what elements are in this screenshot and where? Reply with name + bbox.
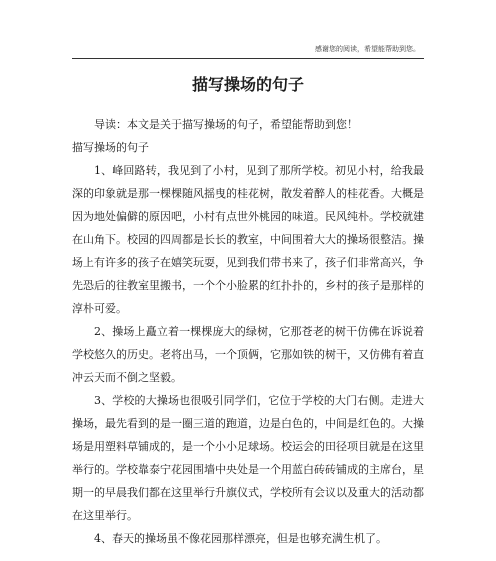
- paragraph-3: 3、学校的大操场也很吸引同学们，它位于学校的大门右侧。走进大操场，最先看到的是一圈三道的跑道，边是白色的，中间是红色的。大操场是用塑料草铺成的，是一个小小足球场。校运会的田径项目就是在这里举行的。学校靠泰宁花园围墙中央处是一个用蓝白砖砖铺成的主席台，星期一的早晨我们都在这里举行升旗仪式，学校所有会议以及重大的活动都在这里举行。: [72, 394, 424, 522]
- paragraph-1: 1、峰回路转，我见到了小村，见到了那所学校。初见小村，给我最深的印象就是那一棵棵随风摇曳的桂花树，散发着醉人的桂花香。大概是因为地处偏僻的原因吧，小村有点世外桃园的味道。民风纯朴。学校就建在山角下。校园的四周都是长长的教室，中间围着大大的操场很整洁。操场上有许多的孩子在嬉笑玩耍，见到我们带书来了，孩子们非常高兴，争先恐后的往教室里搬书，一个个小脸累的红扑扑的，乡村的孩子是那样的淳朴可爱。: [72, 164, 424, 315]
- paragraph-4: 4、春天的操场虽不像花园那样漂亮，但是也够充满生机了。: [94, 532, 387, 545]
- intro-paragraph: 导读：本文是关于描写操场的句子，希望能帮助到您！: [94, 118, 358, 131]
- paragraph-2: 2、操场上矗立着一棵棵庞大的绿树，它那苍老的树干仿佛在诉说着学校悠久的历史。老将出马，一个顶俩，它那如铁的树干，又仿佛有着直冲云天而不倒之坚毅。: [72, 325, 424, 384]
- document-title: 描写操场的句子: [191, 75, 304, 94]
- header-note: 感谢您的阅读，希望能帮助到您。: [315, 45, 420, 53]
- header-divider: [72, 58, 424, 59]
- document-body: [72, 113, 424, 550]
- section-heading: 描写操场的句子: [72, 141, 149, 154]
